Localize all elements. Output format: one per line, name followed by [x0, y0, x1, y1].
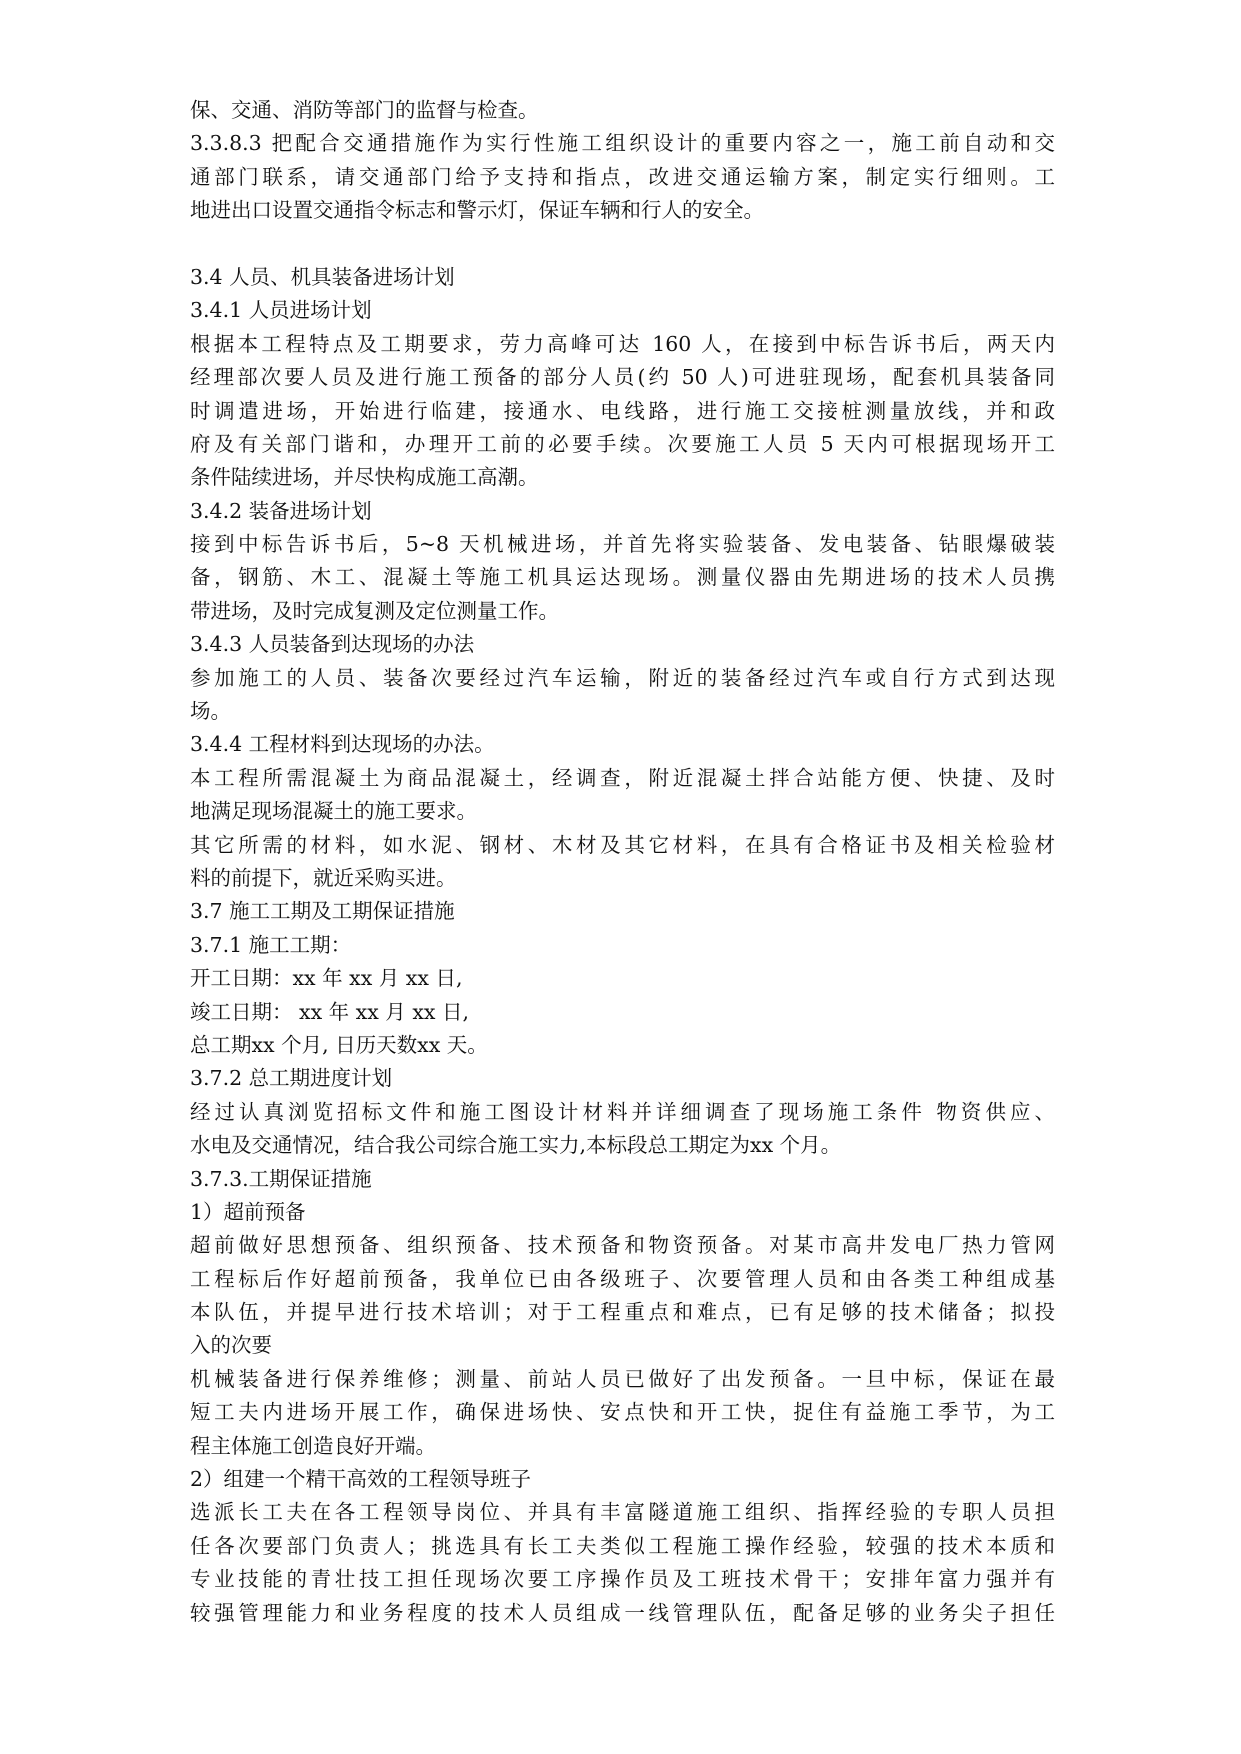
text-line: 3.4 人员、机具装备进场计划 [190, 264, 455, 289]
text-line: 竣工日期： xx 年 xx 月 xx 日, [190, 999, 469, 1024]
text-line: 短工夫内进场开展工作，确保进场快、安点快和开工快，捉住有益施工季节，为工 [190, 1400, 1055, 1425]
text-line: 条件陆续进场，并尽快构成施工高潮。 [190, 465, 539, 490]
text-line: 通部门联系，请交通部门给予支持和指点，改进交通运输方案，制定实行细则。工 [190, 164, 1055, 189]
blank-line [190, 228, 1055, 261]
text-line: 接到中标告诉书后，5~8 天机械进场，并首先将实验装备、发电装备、钻眼爆破装 [190, 532, 1055, 557]
text-line: 经理部次要人员及进行施工预备的部分人员(约 50 人)可进驻现场，配套机具装备同 [190, 365, 1055, 390]
text-line: 机械装备进行保养维修；测量、前站人员已做好了出发预备。一旦中标，保证在最 [190, 1366, 1055, 1391]
text-line: 根据本工程特点及工期要求，劳力高峰可达 160 人，在接到中标告诉书后，两天内 [190, 331, 1055, 356]
text-line: 备，钢筋、木工、混凝土等施工机具运达现场。测量仪器由先期进场的技术人员携 [190, 565, 1055, 590]
text-line: 3.7.1 施工工期： [190, 932, 352, 957]
text-line: 开工日期：xx 年 xx 月 xx 日, [190, 966, 463, 991]
text-line: 经过认真浏览招标文件和施工图设计材料并详细调查了现场施工条件 物资供应、 [190, 1099, 1055, 1124]
text-line: 2）组建一个精干高效的工程领导班子 [190, 1467, 532, 1492]
text-line: 超前做好思想预备、组织预备、技术预备和物资预备。对某市高井发电厂热力管网 [190, 1233, 1055, 1258]
text-line: 本队伍，并提早进行技术培训；对于工程重点和难点，已有足够的技术储备；拟投 [190, 1300, 1055, 1325]
text-line: 程主体施工创造良好开端。 [190, 1433, 436, 1458]
text-line: 总工期xx 个月, 日历天数xx 天。 [190, 1032, 488, 1057]
document-body [190, 94, 1055, 1630]
text-line: 水电及交通情况，结合我公司综合施工实力,本标段总工期定为xx 个月。 [190, 1133, 842, 1158]
text-line: 入的次要 [190, 1333, 272, 1358]
text-line: 3.7.3.工期保证措施 [190, 1166, 372, 1191]
text-line: 地满足现场混凝土的施工要求。 [190, 799, 477, 824]
text-line: 1）超前预备 [190, 1199, 306, 1224]
text-line: 保、交通、消防等部门的监督与检查。 [190, 98, 539, 122]
text-line: 专业技能的青壮技工担任现场次要工序操作员及工班技术骨干；安排年富力强并有 [190, 1567, 1055, 1592]
text-line: 3.7 施工工期及工期保证措施 [190, 899, 455, 924]
text-line: 其它所需的材料，如水泥、钢材、木材及其它材料，在具有合格证书及相关检验材 [190, 832, 1055, 857]
text-line: 3.4.1 人员进场计划 [190, 298, 372, 323]
text-line: 工程标后作好超前预备，我单位已由各级班子、次要管理人员和由各类工种组成基 [190, 1266, 1055, 1291]
text-line: 任各次要部门负责人；挑选具有长工夫类似工程施工操作经验，较强的技术本质和 [190, 1533, 1055, 1558]
text-line: 料的前提下，就近采购买进。 [190, 865, 457, 890]
text-line: 场。 [190, 699, 231, 724]
text-line: 3.4.2 装备进场计划 [190, 498, 372, 523]
text-line: 时调遣进场，开始进行临建，接通水、电线路，进行施工交接桩测量放线，并和政 [190, 398, 1055, 423]
text-line: 3.3.8.3 把配合交通措施作为实行性施工组织设计的重要内容之一，施工前自动和交 [190, 131, 1055, 156]
text-line: 府及有关部门谐和，办理开工前的必要手续。次要施工人员 5 天内可根据现场开工 [190, 431, 1055, 456]
text-line: 带进场，及时完成复测及定位测量工作。 [190, 598, 559, 623]
text-line: 本工程所需混凝土为商品混凝土，经调查，附近混凝土拌合站能方便、快捷、及时 [190, 765, 1055, 790]
text-line: 参加施工的人员、装备次要经过汽车运输，附近的装备经过汽车或自行方式到达现 [190, 665, 1055, 690]
text-line: 3.4.3 人员装备到达现场的办法 [190, 632, 475, 657]
text-line: 3.7.2 总工期进度计划 [190, 1066, 393, 1091]
text-line: 较强管理能力和业务程度的技术人员组成一线管理队伍，配备足够的业务尖子担任 [190, 1600, 1055, 1625]
text-line: 选派长工夫在各工程领导岗位、并具有丰富隧道施工组织、指挥经验的专职人员担 [190, 1500, 1055, 1525]
text-line: 3.4.4 工程材料到达现场的办法。 [190, 732, 495, 757]
text-line: 地进出口设置交通指令标志和警示灯，保证车辆和行人的安全。 [190, 198, 764, 223]
